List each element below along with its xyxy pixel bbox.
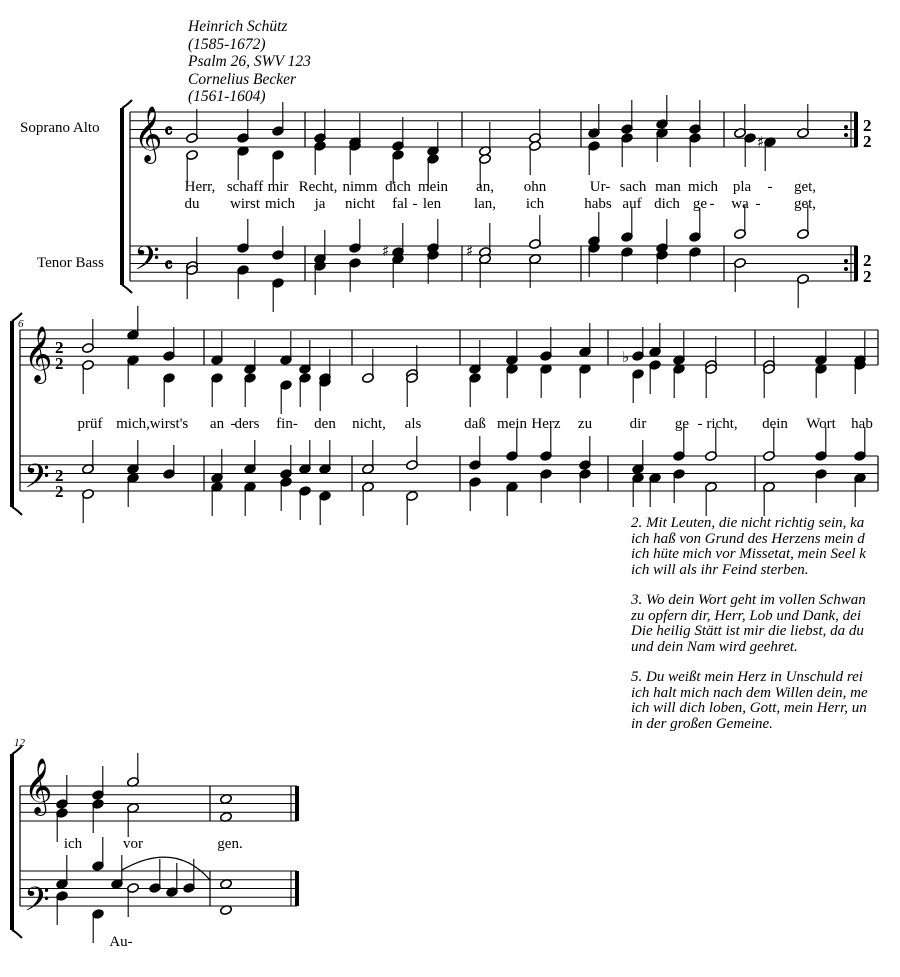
lyric-syllable: mein bbox=[497, 416, 527, 432]
barlines bbox=[20, 112, 878, 906]
lyric-syllable: nicht bbox=[345, 196, 375, 212]
lyric-syllable: zu bbox=[577, 416, 593, 432]
lyric-syllable: Recht, bbox=[298, 179, 338, 195]
lyric-syllable: sach bbox=[619, 179, 647, 195]
treble-clef-icon bbox=[24, 326, 52, 384]
lyric-syllable: ich bbox=[525, 196, 545, 212]
lyric-syllable: get, bbox=[793, 179, 817, 195]
lyric-syllable: lan, bbox=[473, 196, 497, 212]
time-signature-common: 𝄴 bbox=[164, 255, 173, 277]
bass-clef-icon bbox=[134, 240, 160, 286]
composer-name: Heinrich Schütz bbox=[188, 18, 288, 35]
lyric-syllable: fin- bbox=[276, 416, 298, 432]
lyric-syllable: Wort bbox=[806, 416, 836, 432]
verse bbox=[631, 516, 900, 578]
lyric-syllable: Au- bbox=[109, 934, 133, 950]
lyric-syllable: hab bbox=[851, 416, 873, 432]
bass-clef-icon bbox=[24, 458, 50, 504]
lyric-syllable: pla bbox=[732, 179, 752, 195]
lyric-syllable: ge bbox=[692, 196, 708, 212]
bass-clef-icon bbox=[24, 881, 50, 927]
verse-line: ich hüte mich vor Missetat, mein Seel k bbox=[631, 546, 866, 562]
svg-text:𝄞: 𝄞 bbox=[24, 326, 53, 382]
lyric-syllable: richt, bbox=[706, 416, 738, 432]
verse-line: ich will dich loben, Gott, mein Herr, un bbox=[631, 700, 867, 716]
measure-number: 6 bbox=[18, 318, 24, 330]
svg-text:𝄢: 𝄢 bbox=[134, 240, 160, 286]
treble-clef-icon bbox=[134, 106, 162, 164]
time-signature-top: 2 bbox=[55, 338, 64, 357]
verse bbox=[631, 670, 900, 732]
lyricist-dates: (1561-1604) bbox=[188, 88, 266, 105]
lyric-syllable: ge bbox=[674, 416, 690, 432]
lyric-syllable: ich bbox=[63, 836, 83, 852]
time-signature-common: 𝄴 bbox=[164, 121, 173, 143]
lyric-syllable: mich bbox=[688, 179, 718, 195]
verse-line: und dein Nam wird geehret. bbox=[631, 638, 798, 655]
verse-line: ich haß von Grund des Herzens mein d bbox=[631, 530, 865, 547]
svg-text:𝄢: 𝄢 bbox=[24, 881, 50, 927]
time-signature-bottom: 2 bbox=[55, 482, 64, 501]
lyric-syllable: prüf bbox=[77, 416, 103, 432]
time-signature-top: 2 bbox=[863, 116, 872, 135]
sharp-icon: ♯ bbox=[757, 133, 765, 151]
work-title: Psalm 26, SWV 123 bbox=[188, 53, 311, 70]
lyric-syllable: wirst's bbox=[149, 416, 189, 432]
lyric-syllable: - bbox=[709, 196, 715, 212]
lyric-syllable: dein bbox=[762, 416, 788, 432]
sharp-icon: ♯ bbox=[466, 242, 474, 260]
lyric-syllable: mich bbox=[265, 196, 295, 212]
verse-line: ich halt mich nach dem Willen dein, me bbox=[631, 684, 868, 701]
time-signature-bottom: 2 bbox=[863, 267, 872, 286]
svg-text:𝄞: 𝄞 bbox=[24, 758, 53, 814]
verse bbox=[631, 593, 900, 655]
lyric-syllable: Herz bbox=[531, 416, 561, 432]
lyric-syllable: nicht, bbox=[352, 416, 386, 432]
lyric-syllable: ja bbox=[314, 196, 326, 212]
time-signature-bottom: 2 bbox=[55, 354, 64, 373]
lyric-syllable: - bbox=[755, 196, 761, 212]
lyric-syllable: mich, bbox=[116, 416, 150, 432]
lyric-syllable: - bbox=[697, 416, 703, 432]
lyric-syllable: - bbox=[767, 179, 773, 195]
instrument-label-soprano-alto: Soprano Alto bbox=[20, 120, 100, 136]
lyric-syllable: dich bbox=[385, 179, 411, 195]
lyric-syllable: mir bbox=[267, 179, 289, 195]
lyric-syllable: Herr, bbox=[184, 179, 216, 195]
lyric-syllable: mein bbox=[418, 179, 448, 195]
lyric-syllable: habs bbox=[584, 196, 612, 212]
lyric-syllable: dir bbox=[629, 416, 647, 432]
lyric-syllable: - bbox=[412, 196, 418, 212]
svg-text:𝄞: 𝄞 bbox=[134, 106, 163, 162]
time-signature-top: 2 bbox=[863, 251, 872, 270]
lyric-syllable: an, bbox=[476, 179, 494, 195]
verse-line: ich will als ihr Feind sterben. bbox=[631, 561, 809, 578]
flat-icon: ♭ bbox=[622, 348, 630, 366]
composer-dates: (1585-1672) bbox=[188, 35, 266, 53]
lyric-syllable: wirst bbox=[230, 196, 260, 212]
verse-line: Die heilig Stätt ist mir die liebst, da du bbox=[631, 623, 864, 639]
svg-text:𝄢: 𝄢 bbox=[24, 458, 50, 504]
lyric-syllable: ders bbox=[234, 416, 260, 432]
verse-line: 5. Du weißt mein Herz in Unschuld rei bbox=[631, 669, 863, 685]
lyric-syllable: nimm bbox=[342, 179, 378, 195]
slur bbox=[122, 857, 210, 880]
lyric-syllable: len bbox=[422, 196, 442, 212]
time-signature-top: 2 bbox=[55, 466, 64, 485]
verse-line: in der großen Gemeine. bbox=[631, 715, 773, 732]
treble-clef-icon bbox=[24, 758, 52, 816]
lyric-syllable: man bbox=[655, 179, 681, 195]
lyric-syllable: als bbox=[404, 416, 422, 432]
verse-line: 3. Wo dein Wort geht im vollen Schwan bbox=[631, 592, 866, 608]
lyric-syllable: fal bbox=[392, 196, 408, 212]
verse-line: 2. Mit Leuten, die nicht richtig sein, ka bbox=[631, 516, 865, 531]
lyric-syllable: dich bbox=[654, 196, 680, 212]
lyric-syllable: den bbox=[314, 416, 336, 432]
staff-lines bbox=[20, 112, 878, 906]
lyricist-name: Cornelius Becker bbox=[188, 70, 297, 88]
lyric-syllable: du bbox=[184, 196, 200, 212]
time-signature-bottom: 2 bbox=[863, 132, 872, 151]
sharp-icon: ♯ bbox=[382, 242, 390, 260]
lyric-syllable: auf bbox=[622, 196, 642, 212]
verse-line: zu opfern dir, Herr, Lob und Dank, dei bbox=[631, 607, 862, 624]
lyric-syllable: - bbox=[230, 416, 236, 432]
lyric-syllable: ohn bbox=[523, 179, 547, 195]
lyric-syllable: get, bbox=[793, 196, 817, 212]
lyric-syllable: wa bbox=[731, 196, 749, 212]
lyric-syllable: daß bbox=[464, 416, 486, 432]
repeat-barline bbox=[844, 112, 856, 281]
instrument-label-tenor-bass: Tenor Bass bbox=[37, 255, 104, 271]
lyric-syllable: an bbox=[209, 416, 225, 432]
lyric-syllable: schaff bbox=[226, 179, 264, 195]
measure-number: 12 bbox=[14, 737, 25, 749]
additional-verses bbox=[631, 516, 900, 747]
lyric-syllable: Ur- bbox=[589, 179, 611, 195]
lyric-syllable: gen. bbox=[217, 836, 243, 852]
lyric-syllable: vor bbox=[123, 836, 143, 852]
